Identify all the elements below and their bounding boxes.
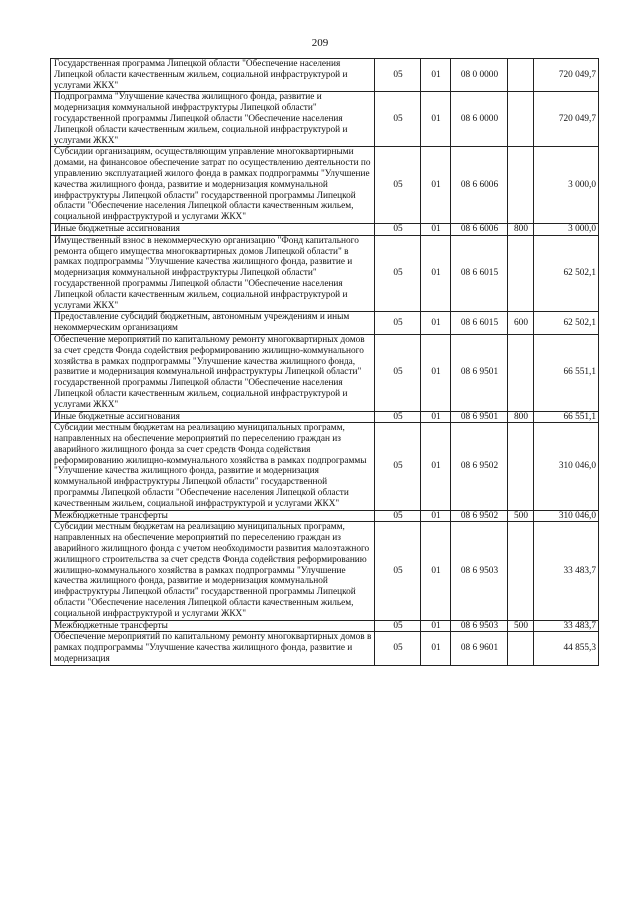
row-subsection: 01 [421,235,451,312]
row-expense-type: 600 [508,312,534,335]
page-number: 209 [311,37,329,49]
row-expense-type [508,147,534,224]
row-target-code: 08 6 6006 [451,147,508,224]
table-row [51,411,599,423]
row-target-code: 08 6 9503 [451,620,508,632]
row-section: 05 [375,334,421,411]
row-subsection: 01 [421,510,451,522]
row-amount: 62 502,1 [534,235,599,312]
row-name: Субсидии организациям, осуществляющим управление многоквартирными домами, на финансовое обеспечение затрат по осуществлению деятельности по управлению эксплуатацией жилого фонда в рамках подпрограммы "Улучшение качества жилищного фонда, развитие и модернизация коммунальной инфраструктуры Липецкой области" государственной программы Липецкой области "Обеспечение населения Липецкой области качественным жильем, социальной инфраструктурой и услугами ЖКХ" [51,147,375,224]
row-amount: 720 049,7 [534,59,599,92]
row-target-code: 08 6 6006 [451,223,508,235]
table-row [51,223,599,235]
row-amount: 3 000,0 [534,147,599,224]
row-amount: 62 502,1 [534,312,599,335]
row-target-code: 08 6 6015 [451,235,508,312]
row-subsection: 01 [421,620,451,632]
row-expense-type: 500 [508,510,534,522]
row-section: 05 [375,92,421,147]
row-expense-type [508,235,534,312]
table-row [51,235,599,312]
row-amount: 310 046,0 [534,510,599,522]
row-expense-type [508,522,534,620]
row-subsection: 01 [421,423,451,510]
row-subsection: 01 [421,522,451,620]
row-target-code: 08 6 9501 [451,411,508,423]
row-subsection: 01 [421,59,451,92]
row-subsection: 01 [421,92,451,147]
row-amount: 44 855,3 [534,632,599,665]
row-section: 05 [375,620,421,632]
table-row [51,510,599,522]
row-section: 05 [375,510,421,522]
row-amount: 66 551,1 [534,411,599,423]
row-section: 05 [375,423,421,510]
row-section: 05 [375,522,421,620]
row-name: Иные бюджетные ассигнования [51,411,375,423]
row-section: 05 [375,59,421,92]
row-section: 05 [375,312,421,335]
row-subsection: 01 [421,223,451,235]
row-name: Имущественный взнос в некоммерческую организацию "Фонд капитального ремонта общего имущества многоквартирных домов Липецкой области" в рамках подпрограммы "Улучшение качества жилищного фонда, развитие и модернизация коммунальной инфраструктуры Липецкой области" государственной программы Липецкой области "Обеспечение населения Липецкой области качественным жильем, социальной инфраструктурой и услугами ЖКХ" [51,235,375,312]
row-name: Субсидии местным бюджетам на реализацию муниципальных программ, направленных на обеспечение мероприятий по переселению граждан из аварийного жилищного фонда с учетом необходимости развития малоэтажного жилищного строительства за счет средств Фонда содействия реформированию жилищно-коммунального хозяйства в рамках подпрограммы "Улучшение качества жилищного фонда, развитие и модернизация коммунальной инфраструктуры Липецкой области" государственной программы Липецкой области "Обеспечение населения Липецкой области качественным жильем, социальной инфраструктурой и услугами ЖКХ" [51,522,375,620]
row-target-code: 08 6 9503 [451,522,508,620]
row-section: 05 [375,411,421,423]
row-name: Государственная программа Липецкой области "Обеспечение населения Липецкой области качественным жильем, социальной инфраструктурой и услугами ЖКХ" [51,59,375,92]
row-amount: 310 046,0 [534,423,599,510]
table-row [51,59,599,92]
row-target-code: 08 0 0000 [451,59,508,92]
row-amount: 3 000,0 [534,223,599,235]
row-section: 05 [375,223,421,235]
table-row [51,522,599,620]
table-row [51,147,599,224]
row-target-code: 08 6 6015 [451,312,508,335]
row-name: Обеспечение мероприятий по капитальному ремонту многоквартирных домов в рамках подпрограммы "Улучшение качества жилищного фонда, развитие и модернизация [51,632,375,665]
row-name: Предоставление субсидий бюджетным, автономным учреждениям и иным некоммерческим организациям [51,312,375,335]
row-expense-type [508,334,534,411]
row-amount: 720 049,7 [534,92,599,147]
row-target-code: 08 6 9601 [451,632,508,665]
row-expense-type [508,632,534,665]
row-name: Иные бюджетные ассигнования [51,223,375,235]
row-target-code: 08 6 9502 [451,510,508,522]
row-amount: 33 483,7 [534,620,599,632]
table-row [51,423,599,510]
row-expense-type: 800 [508,223,534,235]
row-expense-type [508,92,534,147]
row-name: Субсидии местным бюджетам на реализацию муниципальных программ, направленных на обеспечение мероприятий по переселению граждан из аварийного жилищного фонда за счет средств Фонда содействия реформированию жилищно-коммунального хозяйства в рамках подпрограммы "Улучшение качества жилищного фонда, развитие и модернизация коммунальной инфраструктуры Липецкой области" государственной программы Липецкой области "Обеспечение населения Липецкой области качественным жильем, социальной инфраструктурой и услугами ЖКХ" [51,423,375,510]
row-target-code: 08 6 0000 [451,92,508,147]
row-section: 05 [375,632,421,665]
row-expense-type: 500 [508,620,534,632]
budget-table-body [51,59,599,666]
row-expense-type [508,59,534,92]
row-target-code: 08 6 9501 [451,334,508,411]
table-row [51,92,599,147]
row-name: Межбюджетные трансферты [51,510,375,522]
table-row [51,620,599,632]
row-name: Обеспечение мероприятий по капитальному ремонту многоквартирных домов за счет средств Фонда содействия реформированию жилищно-коммунального хозяйства в рамках подпрограммы "Улучшение качества жилищного фонда, развитие и модернизация коммунальной инфраструктуры Липецкой области" государственной программы Липецкой области "Обеспечение населения Липецкой области качественным жильем, социальной инфраструктурой и услугами ЖКХ" [51,334,375,411]
row-subsection: 01 [421,411,451,423]
row-subsection: 01 [421,334,451,411]
table-row [51,632,599,665]
row-subsection: 01 [421,632,451,665]
row-section: 05 [375,235,421,312]
budget-table [50,58,599,666]
row-section: 05 [375,147,421,224]
row-amount: 33 483,7 [534,522,599,620]
row-name: Подпрограмма "Улучшение качества жилищного фонда, развитие и модернизация коммунальной инфраструктуры Липецкой области" государственной программы Липецкой области "Обеспечение населения Липецкой области качественным жильем, социальной инфраструктурой и услугами ЖКХ" [51,92,375,147]
row-subsection: 01 [421,312,451,335]
row-subsection: 01 [421,147,451,224]
row-expense-type: 800 [508,411,534,423]
table-row [51,334,599,411]
row-amount: 66 551,1 [534,334,599,411]
row-target-code: 08 6 9502 [451,423,508,510]
row-expense-type [508,423,534,510]
row-name: Межбюджетные трансферты [51,620,375,632]
table-row [51,312,599,335]
